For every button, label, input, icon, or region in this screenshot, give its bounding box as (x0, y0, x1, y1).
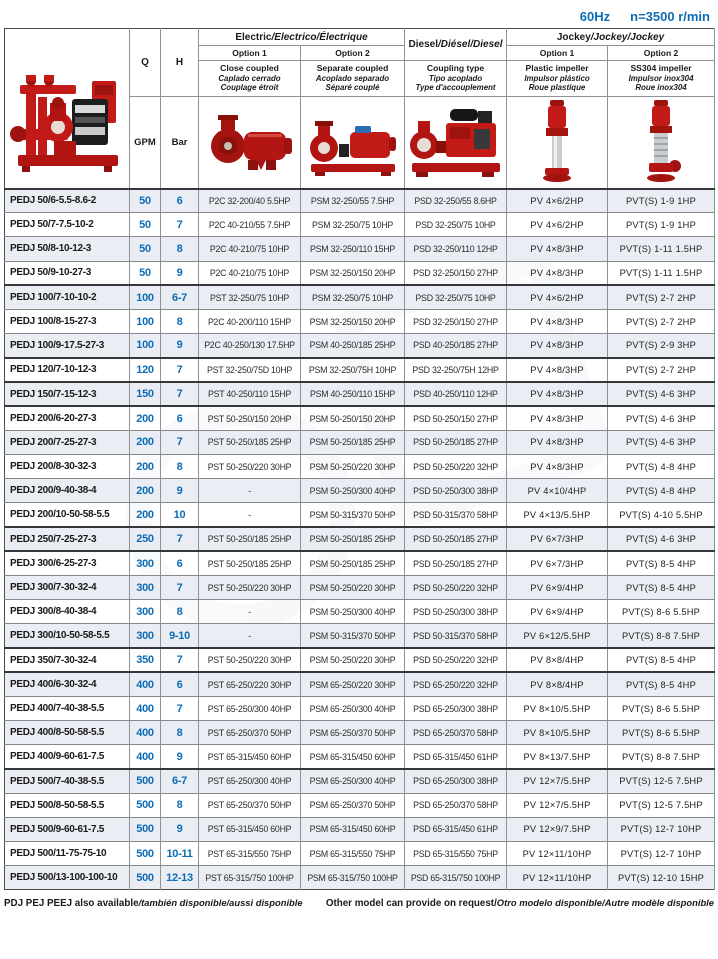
diesel-cell: PSD 50-315/370 58HP (405, 503, 507, 527)
diesel-cell: PSD 32-250/150 27HP (405, 309, 507, 333)
model-cell: PEDJ 100/7-10-10-2 (5, 285, 130, 309)
speed-label: n=3500 r/min (630, 8, 710, 24)
jockey-option2-cell: PVT(S) 12-10 15HP (608, 866, 715, 890)
table-row (5, 213, 715, 237)
jockey-option2-cell: PVT(S) 8-5 4HP (608, 648, 715, 672)
head-bar-cell: 7 (161, 430, 199, 454)
electric-option2-cell: PSM 50-250/185 25HP (301, 551, 405, 575)
electric-option1-cell: PST 50-250/150 20HP (199, 406, 301, 430)
table-row (5, 406, 715, 430)
electric-option2-header: Option 2 (301, 46, 405, 61)
footnote-right: Other model can provide on request/Otro modelo disponible/Autre modèle disponible (325, 897, 714, 910)
diesel-cell: PSD 32-250/55 8.6HP (405, 189, 507, 213)
jockey-option2-cell: PVT(S) 8-5 4HP (608, 672, 715, 696)
head-bar-cell: 7 (161, 527, 199, 551)
jockey-option2-cell: PVT(S) 2-7 2HP (608, 309, 715, 333)
table-row (5, 745, 715, 769)
head-bar-cell: 7 (161, 696, 199, 720)
jockey-option2-cell: PVT(S) 4-8 4HP (608, 479, 715, 503)
electric-option2-cell: PSM 50-315/370 50HP (301, 624, 405, 648)
head-bar-cell: 7 (161, 358, 199, 382)
ss304-multistage-jockey-pump-photo (608, 97, 715, 189)
model-cell: PEDJ 50/6-5.5-8.6-2 (5, 189, 130, 213)
table-row (5, 793, 715, 817)
jockey-option1-cell: PV 4×6/2HP (507, 189, 608, 213)
electric-option2-cell: PSM 65-315/750 100HP (301, 866, 405, 890)
model-cell: PEDJ 250/7-25-27-3 (5, 527, 130, 551)
electric-option1-cell: PST 50-250/220 30HP (199, 576, 301, 600)
electric-option1-cell: P2C 32-200/40 5.5HP (199, 189, 301, 213)
flow-gpm-cell: 300 (130, 576, 161, 600)
diesel-cell: PSD 65-250/300 38HP (405, 696, 507, 720)
flow-gpm-cell: 400 (130, 672, 161, 696)
flow-gpm-cell: 50 (130, 261, 161, 285)
electric-option2-cell: PSM 65-250/370 50HP (301, 793, 405, 817)
jockey-option1-cell: PV 12×7/5.5HP (507, 769, 608, 793)
head-bar-cell: 6 (161, 189, 199, 213)
table-row (5, 382, 715, 406)
electric-option2-cell: PSM 32-250/150 20HP (301, 261, 405, 285)
diesel-cell: PSD 32-250/150 27HP (405, 261, 507, 285)
head-bar-cell: 8 (161, 600, 199, 624)
electric-option2-cell: PSM 65-250/300 40HP (301, 696, 405, 720)
model-cell: PEDJ 100/8-15-27-3 (5, 309, 130, 333)
table-row (5, 842, 715, 866)
model-cell: PEDJ 300/8-40-38-4 (5, 600, 130, 624)
electric-option1-cell: PST 65-250/300 40HP (199, 769, 301, 793)
flow-gpm-cell: 350 (130, 648, 161, 672)
table-row (5, 600, 715, 624)
model-cell: PEDJ 500/11-75-75-10 (5, 842, 130, 866)
table-row (5, 769, 715, 793)
jockey-option2-cell: PVT(S) 8-5 4HP (608, 551, 715, 575)
table-row (5, 527, 715, 551)
model-cell: PEDJ 300/6-25-27-3 (5, 551, 130, 575)
jockey-option2-cell: PVT(S) 1-9 1HP (608, 213, 715, 237)
model-cell: PEDJ 200/8-30-32-3 (5, 455, 130, 479)
head-bar-cell: 10 (161, 503, 199, 527)
table-row (5, 503, 715, 527)
jockey-option1-cell: PV 4×8/3HP (507, 237, 608, 261)
electric-option1-cell: PST 50-250/185 25HP (199, 430, 301, 454)
flow-gpm-cell: 200 (130, 455, 161, 479)
electric-option2-cell: PSM 50-250/185 25HP (301, 527, 405, 551)
diesel-cell: PSD 65-250/300 38HP (405, 769, 507, 793)
close-coupled-desc: Close coupled Caplado cerrado Couplage étroit (199, 61, 301, 97)
close-coupled-pump-photo (199, 97, 301, 189)
jockey-option2-cell: PVT(S) 4-6 3HP (608, 382, 715, 406)
electric-option1-cell: - (199, 600, 301, 624)
electric-option2-cell: PSM 32-250/110 15HP (301, 237, 405, 261)
electric-option2-cell: PSM 40-250/185 25HP (301, 334, 405, 358)
jockey-option1-cell: PV 4×8/3HP (507, 430, 608, 454)
electric-option1-cell: PST 65-250/300 40HP (199, 696, 301, 720)
jockey-option1-cell: PV 6×9/4HP (507, 600, 608, 624)
diesel-cell: PSD 50-250/150 27HP (405, 406, 507, 430)
electric-option1-cell: P2C 40-210/75 10HP (199, 261, 301, 285)
vertical-jockey-pump-photo (507, 97, 608, 189)
diesel-cell: PSD 40-250/185 27HP (405, 334, 507, 358)
flow-gpm-cell: 200 (130, 430, 161, 454)
head-bar-cell: 9 (161, 261, 199, 285)
jockey-option1-cell: PV 4×8/3HP (507, 455, 608, 479)
model-cell: PEDJ 500/13-100-100-10 (5, 866, 130, 890)
jockey-option1-cell: PV 12×11/10HP (507, 866, 608, 890)
flow-gpm-cell: 120 (130, 358, 161, 382)
jockey-option1-cell: PV 6×12/5.5HP (507, 624, 608, 648)
jockey-option2-header: Option 2 (608, 46, 715, 61)
flow-gpm-cell: 200 (130, 503, 161, 527)
diesel-cell: PSD 50-315/370 58HP (405, 624, 507, 648)
head-bar-cell: 8 (161, 309, 199, 333)
jockey-option1-cell: PV 12×9/7.5HP (507, 817, 608, 841)
electric-option1-cell: PST 32-250/75D 10HP (199, 358, 301, 382)
electric-option2-cell: PSM 65-315/450 60HP (301, 817, 405, 841)
jockey-option1-cell: PV 6×7/3HP (507, 527, 608, 551)
table-row (5, 261, 715, 285)
gpm-unit-label: GPM (130, 97, 161, 189)
electric-option2-cell: PSM 65-250/220 30HP (301, 672, 405, 696)
electric-option1-cell: PST 65-315/450 60HP (199, 745, 301, 769)
diesel-cell: PSD 65-250/370 58HP (405, 793, 507, 817)
head-bar-cell: 9 (161, 334, 199, 358)
diesel-cell: PSD 50-250/220 32HP (405, 648, 507, 672)
diesel-cell: PSD 65-315/750 100HP (405, 866, 507, 890)
jockey-option2-cell: PVT(S) 8-8 7.5HP (608, 624, 715, 648)
jockey-option1-cell: PV 4×10/4HP (507, 479, 608, 503)
electric-option2-cell: PSM 65-250/370 50HP (301, 721, 405, 745)
flow-gpm-cell: 500 (130, 866, 161, 890)
jockey-option2-cell: PVT(S) 4-8 4HP (608, 455, 715, 479)
flow-gpm-cell: 500 (130, 842, 161, 866)
model-cell: PEDJ 100/9-17.5-27-3 (5, 334, 130, 358)
diesel-cell: PSD 50-250/185 27HP (405, 527, 507, 551)
electric-option2-cell: PSM 50-250/185 25HP (301, 430, 405, 454)
electric-option2-cell: PSM 65-315/450 60HP (301, 745, 405, 769)
electric-option2-cell: PSM 32-250/55 7.5HP (301, 189, 405, 213)
head-bar-cell: 8 (161, 455, 199, 479)
model-cell: PEDJ 500/9-60-61-7.5 (5, 817, 130, 841)
jockey-option1-cell: PV 4×8/3HP (507, 309, 608, 333)
table-row (5, 866, 715, 890)
electric-option1-cell: PST 65-250/370 50HP (199, 793, 301, 817)
jockey-option1-cell: PV 8×10/5.5HP (507, 696, 608, 720)
jockey-option2-cell: PVT(S) 4-10 5.5HP (608, 503, 715, 527)
model-cell: PEDJ 200/7-25-27-3 (5, 430, 130, 454)
jockey-option1-cell: PV 4×8/3HP (507, 382, 608, 406)
head-bar-cell: 7 (161, 648, 199, 672)
model-cell: PEDJ 200/10-50-58-5.5 (5, 503, 130, 527)
table-row (5, 672, 715, 696)
electric-option1-cell: PST 65-315/550 75HP (199, 842, 301, 866)
diesel-cell: PSD 50-250/300 38HP (405, 600, 507, 624)
separate-coupled-desc: Separate coupled Acoplado separado Séparé couplé (301, 61, 405, 97)
model-cell: PEDJ 400/7-40-38-5.5 (5, 696, 130, 720)
electric-option2-cell: PSM 50-250/220 30HP (301, 576, 405, 600)
head-bar-cell: 9 (161, 479, 199, 503)
electric-option2-cell: PSM 65-315/550 75HP (301, 842, 405, 866)
head-bar-cell: 6-7 (161, 285, 199, 309)
head-bar-cell: 7 (161, 382, 199, 406)
jockey-option2-cell: PVT(S) 12-7 10HP (608, 817, 715, 841)
pump-selection-table (4, 28, 715, 890)
flow-gpm-cell: 300 (130, 551, 161, 575)
diesel-cell: PSD 65-315/550 75HP (405, 842, 507, 866)
jockey-option1-cell: PV 12×11/10HP (507, 842, 608, 866)
table-row (5, 721, 715, 745)
diesel-coupled-pump-photo (405, 97, 507, 189)
model-cell: PEDJ 50/7-7.5-10-2 (5, 213, 130, 237)
h-column-header: H (161, 29, 199, 97)
head-bar-cell: 6 (161, 406, 199, 430)
model-cell: PEDJ 400/9-60-61-7.5 (5, 745, 130, 769)
model-cell: PEDJ 300/10-50-58-5.5 (5, 624, 130, 648)
electric-option1-cell: - (199, 503, 301, 527)
model-cell: PEDJ 120/7-10-12-3 (5, 358, 130, 382)
electric-option2-cell: PSM 40-250/110 15HP (301, 382, 405, 406)
jockey-option1-header: Option 1 (507, 46, 608, 61)
electric-option2-cell: PSM 32-250/150 20HP (301, 309, 405, 333)
ss304-impeller-desc: SS304 impeller Impulsor inox304 Roue inox304 (608, 61, 715, 97)
flow-gpm-cell: 500 (130, 793, 161, 817)
table-row (5, 624, 715, 648)
diesel-cell: PSD 50-250/300 38HP (405, 479, 507, 503)
head-bar-cell: 6 (161, 672, 199, 696)
table-row (5, 189, 715, 213)
spec-topbar (0, 0, 718, 28)
head-bar-cell: 8 (161, 721, 199, 745)
electric-option1-cell: P2C 40-210/75 10HP (199, 237, 301, 261)
head-bar-cell: 9 (161, 817, 199, 841)
electric-option1-cell: - (199, 479, 301, 503)
jockey-option2-cell: PVT(S) 1-11 1.5HP (608, 237, 715, 261)
electric-option1-cell: P2C 40-200/110 15HP (199, 309, 301, 333)
electric-option2-cell: PSM 50-250/220 30HP (301, 455, 405, 479)
electric-option2-cell: PSM 50-315/370 50HP (301, 503, 405, 527)
table-row (5, 551, 715, 575)
diesel-cell: PSD 32-250/75 10HP (405, 285, 507, 309)
electric-option1-cell: P2C 40-210/55 7.5HP (199, 213, 301, 237)
frequency-label: 60Hz (579, 8, 611, 24)
electric-option2-cell: PSM 65-250/300 40HP (301, 769, 405, 793)
electric-option1-cell: PST 32-250/75 10HP (199, 285, 301, 309)
diesel-cell: PSD 65-250/220 32HP (405, 672, 507, 696)
jockey-option1-cell: PV 4×8/3HP (507, 358, 608, 382)
flow-gpm-cell: 50 (130, 213, 161, 237)
table-row (5, 430, 715, 454)
diesel-cell: PSD 65-250/370 58HP (405, 721, 507, 745)
head-bar-cell: 9-10 (161, 624, 199, 648)
flow-gpm-cell: 300 (130, 624, 161, 648)
flow-gpm-cell: 250 (130, 527, 161, 551)
diesel-cell: PSD 32-250/75 10HP (405, 213, 507, 237)
head-bar-cell: 10-11 (161, 842, 199, 866)
jockey-option2-cell: PVT(S) 4-6 3HP (608, 406, 715, 430)
table-row (5, 334, 715, 358)
table-row (5, 237, 715, 261)
table-row (5, 285, 715, 309)
flow-gpm-cell: 200 (130, 479, 161, 503)
jockey-option1-cell: PV 8×8/4HP (507, 648, 608, 672)
head-bar-cell: 7 (161, 576, 199, 600)
model-cell: PEDJ 50/8-10-12-3 (5, 237, 130, 261)
table-row (5, 576, 715, 600)
footnote (0, 890, 718, 909)
flow-gpm-cell: 500 (130, 769, 161, 793)
diesel-cell: PSD 32-250/110 12HP (405, 237, 507, 261)
flow-gpm-cell: 400 (130, 745, 161, 769)
table-row (5, 648, 715, 672)
flow-gpm-cell: 100 (130, 285, 161, 309)
electric-option2-cell: PSM 32-250/75 10HP (301, 285, 405, 309)
bar-unit-label: Bar (161, 97, 199, 189)
electric-option1-cell: PST 65-315/750 100HP (199, 866, 301, 890)
jockey-option2-cell: PVT(S) 12-5 7.5HP (608, 769, 715, 793)
electric-option1-cell: PST 50-250/185 25HP (199, 527, 301, 551)
flow-gpm-cell: 100 (130, 334, 161, 358)
model-cell: PEDJ 200/9-40-38-4 (5, 479, 130, 503)
jockey-option1-cell: PV 12×7/5.5HP (507, 793, 608, 817)
model-cell: PEDJ 150/7-15-12-3 (5, 382, 130, 406)
model-cell: PEDJ 350/7-30-32-4 (5, 648, 130, 672)
electric-option2-cell: PSM 32-250/75H 10HP (301, 358, 405, 382)
jockey-option1-cell: PV 8×10/5.5HP (507, 721, 608, 745)
table-row (5, 455, 715, 479)
jockey-option2-cell: PVT(S) 12-7 10HP (608, 842, 715, 866)
flow-gpm-cell: 300 (130, 600, 161, 624)
electric-option2-cell: PSM 50-250/220 30HP (301, 648, 405, 672)
electric-option2-cell: PSM 32-250/75 10HP (301, 213, 405, 237)
electric-option1-cell: PST 50-250/220 30HP (199, 648, 301, 672)
head-bar-cell: 9 (161, 745, 199, 769)
diesel-cell: PSD 40-250/110 12HP (405, 382, 507, 406)
head-bar-cell: 6 (161, 551, 199, 575)
jockey-option1-cell: PV 4×6/2HP (507, 285, 608, 309)
electric-option1-cell: PST 40-250/110 15HP (199, 382, 301, 406)
jockey-option2-cell: PVT(S) 8-6 5.5HP (608, 600, 715, 624)
electric-option2-cell: PSM 50-250/150 20HP (301, 406, 405, 430)
flow-gpm-cell: 200 (130, 406, 161, 430)
head-bar-cell: 8 (161, 237, 199, 261)
flow-gpm-cell: 50 (130, 189, 161, 213)
diesel-cell: PSD 50-250/220 32HP (405, 455, 507, 479)
diesel-cell: PSD 65-315/450 61HP (405, 745, 507, 769)
flow-gpm-cell: 50 (130, 237, 161, 261)
plastic-impeller-desc: Plastic impeller Impulsor plástico Roue plastique (507, 61, 608, 97)
jockey-option1-cell: PV 4×13/5.5HP (507, 503, 608, 527)
footnote-left: PDJ PEJ PEEJ also available/también disponible/aussi disponible (4, 897, 303, 910)
table-row (5, 479, 715, 503)
jockey-option1-cell: PV 4×8/3HP (507, 334, 608, 358)
jockey-option2-cell: PVT(S) 8-6 5.5HP (608, 721, 715, 745)
table-row (5, 696, 715, 720)
jockey-option1-cell: PV 4×8/3HP (507, 406, 608, 430)
model-cell: PEDJ 200/6-20-27-3 (5, 406, 130, 430)
q-column-header: Q (130, 29, 161, 97)
model-cell: PEDJ 400/6-30-32-4 (5, 672, 130, 696)
fire-pump-set-photo (5, 29, 130, 189)
jockey-option2-cell: PVT(S) 12-5 7.5HP (608, 793, 715, 817)
coupling-type-desc: Coupling type Tipo acoplado Type d'accouplement (405, 61, 507, 97)
flow-gpm-cell: 400 (130, 696, 161, 720)
jockey-option2-cell: PVT(S) 1-9 1HP (608, 189, 715, 213)
head-bar-cell: 6-7 (161, 769, 199, 793)
head-bar-cell: 8 (161, 793, 199, 817)
jockey-option2-cell: PVT(S) 8-8 7.5HP (608, 745, 715, 769)
head-bar-cell: 7 (161, 213, 199, 237)
diesel-cell: PSD 50-250/185 27HP (405, 430, 507, 454)
jockey-option1-cell: PV 6×9/4HP (507, 576, 608, 600)
model-cell: PEDJ 500/8-50-58-5.5 (5, 793, 130, 817)
separate-coupled-pump-photo (301, 97, 405, 189)
flow-gpm-cell: 500 (130, 817, 161, 841)
pump-table-body (5, 189, 715, 890)
diesel-cell: PSD 65-315/450 61HP (405, 817, 507, 841)
jockey-option2-cell: PVT(S) 2-7 2HP (608, 285, 715, 309)
table-row (5, 309, 715, 333)
electric-option1-cell: PST 65-250/220 30HP (199, 672, 301, 696)
model-cell: PEDJ 50/9-10-27-3 (5, 261, 130, 285)
jockey-option1-cell: PV 4×8/3HP (507, 261, 608, 285)
head-bar-cell: 12-13 (161, 866, 199, 890)
jockey-option2-cell: PVT(S) 8-6 5.5HP (608, 696, 715, 720)
jockey-option1-cell: PV 8×13/7.5HP (507, 745, 608, 769)
table-row (5, 358, 715, 382)
electric-option1-cell: PST 65-315/450 60HP (199, 817, 301, 841)
electric-option1-cell: - (199, 624, 301, 648)
model-cell: PEDJ 300/7-30-32-4 (5, 576, 130, 600)
jockey-option2-cell: PVT(S) 1-11 1.5HP (608, 261, 715, 285)
flow-gpm-cell: 150 (130, 382, 161, 406)
electric-option2-cell: PSM 50-250/300 40HP (301, 600, 405, 624)
diesel-cell: PSD 50-250/185 27HP (405, 551, 507, 575)
electric-option1-header: Option 1 (199, 46, 301, 61)
jockey-option2-cell: PVT(S) 2-9 3HP (608, 334, 715, 358)
electric-option1-cell: PST 65-250/370 50HP (199, 721, 301, 745)
table-row (5, 817, 715, 841)
model-cell: PEDJ 500/7-40-38-5.5 (5, 769, 130, 793)
jockey-option1-cell: PV 8×8/4HP (507, 672, 608, 696)
flow-gpm-cell: 100 (130, 309, 161, 333)
flow-gpm-cell: 400 (130, 721, 161, 745)
jockey-option2-cell: PVT(S) 8-5 4HP (608, 576, 715, 600)
electric-option1-cell: PST 50-250/220 30HP (199, 455, 301, 479)
jockey-option2-cell: PVT(S) 2-7 2HP (608, 358, 715, 382)
electric-option2-cell: PSM 50-250/300 40HP (301, 479, 405, 503)
jockey-group-header: Jockey/Jockey/Jockey (507, 29, 715, 46)
jockey-option2-cell: PVT(S) 4-6 3HP (608, 527, 715, 551)
jockey-option2-cell: PVT(S) 4-6 3HP (608, 430, 715, 454)
electric-option1-cell: PST 50-250/185 25HP (199, 551, 301, 575)
jockey-option1-cell: PV 6×7/3HP (507, 551, 608, 575)
electric-option1-cell: P2C 40-250/130 17.5HP (199, 334, 301, 358)
electric-group-header: Electric/Electrico/Électrique (199, 29, 405, 46)
jockey-option1-cell: PV 4×6/2HP (507, 213, 608, 237)
diesel-cell: PSD 50-250/220 32HP (405, 576, 507, 600)
diesel-cell: PSD 32-250/75H 12HP (405, 358, 507, 382)
diesel-group-header: Diesel/Diésel/Diesel (405, 29, 507, 61)
model-cell: PEDJ 400/8-50-58-5.5 (5, 721, 130, 745)
